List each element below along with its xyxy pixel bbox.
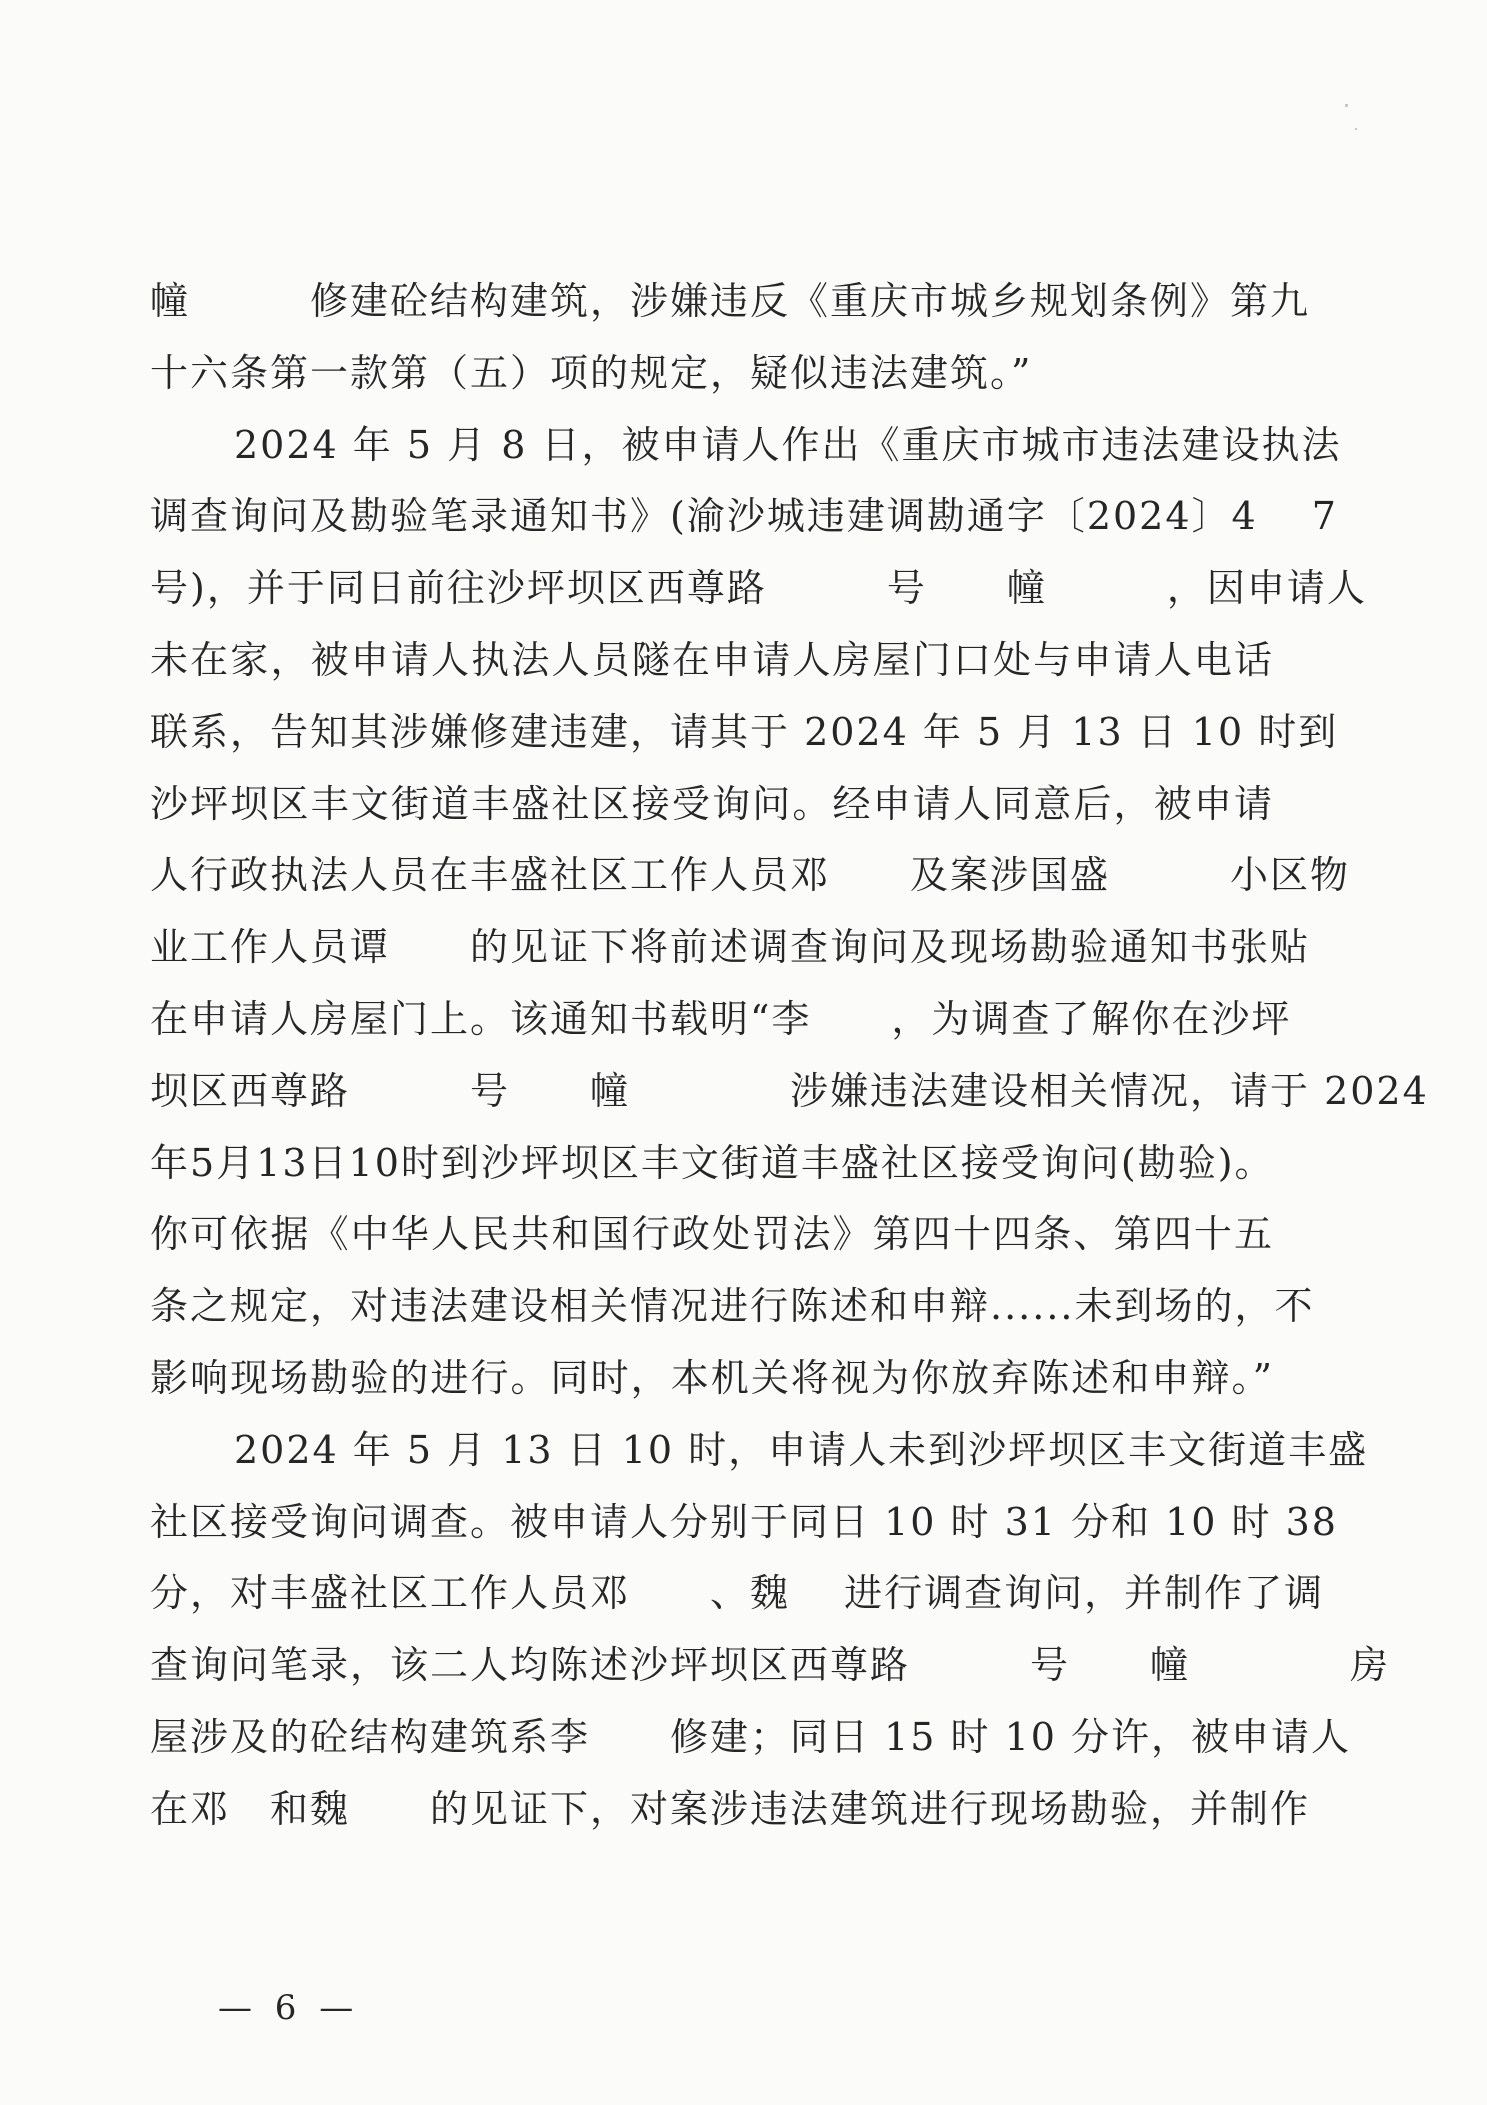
text-line: 业工作人员谭 的见证下将前述调查询问及现场勘验通知书张贴: [150, 925, 1311, 970]
text-line: 社区接受询问调查。被申请人分别于同日 10 时 31 分和 10 时 38: [150, 1499, 1338, 1544]
text-line: 查询问笔录，该二人均陈述沙坪坝区西尊路 号 幢 房: [150, 1643, 1391, 1688]
text-line: 坝区西尊路 号 幢 涉嫌违法建设相关情况，请于 2024: [150, 1068, 1429, 1113]
text-line: 你可依据《中华人民共和国行政处罚法》第四十四条、第四十五: [150, 1212, 1274, 1257]
text-line: 沙坪坝区丰文街道丰盛社区接受询问。经申请人同意后，被申请: [150, 781, 1274, 826]
text-line: 影响现场勘验的进行。同时，本机关将视为你放弃陈述和申辩。”: [150, 1355, 1274, 1400]
text-line: 号)，并于同日前往沙坪坝区西尊路 号 幢 ，因申请人: [150, 566, 1367, 611]
text-line: 屋涉及的砼结构建筑系李 修建；同日 15 时 10 分许，被申请人: [150, 1714, 1352, 1759]
text-line: 条之规定，对违法建设相关情况进行陈述和申辩......未到场的，不: [150, 1284, 1315, 1329]
scan-speck: [1345, 104, 1348, 107]
text-line: 调查询问及勘验笔录通知书》(渝沙城违建调勘通字〔2024〕4 7: [150, 494, 1338, 539]
text-line: 在邓 和魏 的见证下，对案涉违法建筑进行现场勘验，并制作: [150, 1786, 1311, 1831]
scan-speck: [1355, 128, 1357, 130]
text-line: 分，对丰盛社区工作人员邓 、魏 进行调查询问，并制作了调: [150, 1571, 1325, 1616]
text-line: 幢 修建砼结构建筑，涉嫌违反《重庆市城乡规划条例》第九: [150, 279, 1311, 323]
page-number: — 6 —: [218, 1988, 360, 2028]
text-line: 在申请人房屋门上。该通知书载明“李 ，为调查了解你在沙坪: [150, 996, 1292, 1041]
text-line: 2024 年 5 月 13 日 10 时，申请人未到沙坪坝区丰文街道丰盛: [234, 1427, 1369, 1472]
body-text: [150, 266, 1429, 1846]
text-line: 联系，告知其涉嫌修建违建，请其于 2024 年 5 月 13 日 10 时到: [150, 709, 1339, 754]
text-line: 2024 年 5 月 8 日，被申请人作出《重庆市城市违法建设执法: [234, 422, 1342, 467]
text-line: 未在家，被申请人执法人员隧在申请人房屋门口处与申请人电话: [150, 637, 1274, 682]
text-line: 人行政执法人员在丰盛社区工作人员邓 及案涉国盛 小区物: [150, 853, 1351, 898]
text-line: 年5月13日10时到沙坪坝区丰文街道丰盛社区接受询问(勘验)。: [150, 1140, 1275, 1185]
text-line: 十六条第一款第（五）项的规定，疑似违法建筑。”: [150, 350, 1033, 395]
